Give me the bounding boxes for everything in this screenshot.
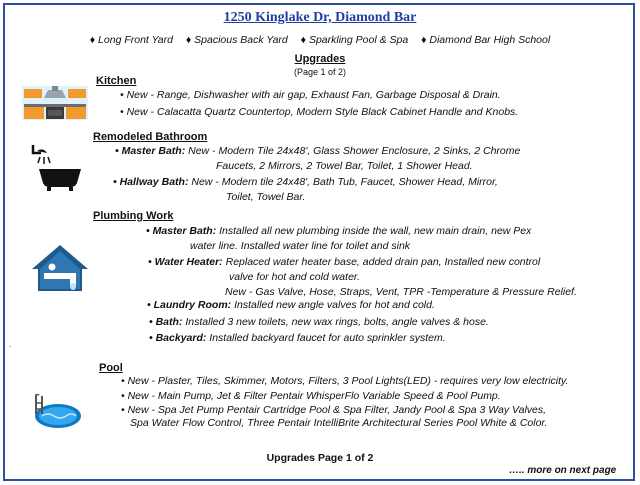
water-heater-line bbox=[148, 256, 540, 268]
upgrades-heading: Upgrades bbox=[294, 53, 346, 65]
water-heater-text: Replaced water heater base, added drain pan, Installed new control bbox=[222, 256, 541, 268]
plumbing-master-line bbox=[146, 225, 531, 237]
hallway-bath-text: New - Modern tile 24x48', Bath Tub, Faucet, Shower Head, Mirror, bbox=[188, 176, 498, 188]
water-heater-label: • Water Heater: bbox=[148, 256, 223, 268]
bathroom-heading: Remodeled Bathroom bbox=[93, 131, 208, 143]
pool-icon bbox=[30, 394, 82, 430]
kitchen-heading: Kitchen bbox=[96, 75, 137, 87]
hallway-bath-line-2: Toilet, Towel Bar. bbox=[226, 191, 306, 203]
kitchen-item: • New - Range, Dishwasher with air gap, Exhaust Fan, Garbage Disposal & Drain. bbox=[120, 89, 501, 101]
plumbing-master-text: Installed all new plumbing inside the wall, new main drain, new Pex bbox=[216, 225, 532, 237]
page-title: 1250 Kinglake Dr, Diamond Bar bbox=[223, 10, 417, 25]
master-bath-label: • Master Bath: bbox=[115, 145, 186, 157]
hallway-bath-line bbox=[113, 176, 498, 188]
pool-heading: Pool bbox=[99, 362, 123, 374]
master-bath-line bbox=[115, 145, 520, 157]
backyard-line bbox=[149, 332, 446, 344]
bath-plumbing-text: Installed 3 new toilets, new wax rings, bolts, angle valves & hose. bbox=[182, 316, 489, 328]
bath-plumbing-line bbox=[149, 316, 489, 328]
laundry-line bbox=[147, 299, 435, 311]
laundry-text: Installed new angle valves for hot and cold. bbox=[231, 299, 435, 311]
water-heater-line-2: valve for hot and cold water. bbox=[229, 271, 360, 283]
backyard-label: • Backyard: bbox=[149, 332, 207, 344]
kitchen-icon bbox=[22, 86, 88, 120]
plumbing-master-line-2: water line. Installed water line for toilet and sink bbox=[190, 240, 411, 252]
plumbing-house-icon bbox=[30, 243, 90, 293]
more-on-next-page: ….. more on next page bbox=[509, 465, 617, 476]
feature-item: ♦ Sparkling Pool & Spa bbox=[300, 34, 409, 46]
bath-plumbing-label: • Bath: bbox=[149, 316, 183, 328]
backyard-text: Installed backyard faucet for auto sprinkler system. bbox=[206, 332, 446, 344]
footer-page-label: Upgrades Page 1 of 2 bbox=[266, 452, 374, 464]
feature-item: ♦ Diamond Bar High School bbox=[421, 34, 551, 46]
feature-item: ♦ Spacious Back Yard bbox=[185, 34, 288, 46]
plumbing-master-label: • Master Bath: bbox=[146, 225, 217, 237]
plumbing-heading: Plumbing Work bbox=[93, 210, 174, 222]
feature-item: ♦ Long Front Yard bbox=[89, 34, 173, 46]
kitchen-item: • New - Calacatta Quartz Countertop, Modern Style Black Cabinet Handle and Knobs. bbox=[120, 106, 519, 118]
stray-dot: . bbox=[9, 340, 12, 349]
master-bath-line-2: Faucets, 2 Mirrors, 2 Towel Bar, Toilet, 1 Shower Head. bbox=[216, 160, 473, 172]
pool-item: • New - Main Pump, Jet & Filter Pentair WhisperFlo Variable Speed & Pool Pump. bbox=[121, 390, 501, 402]
shower-bathtub-icon bbox=[27, 143, 83, 191]
master-bath-text: New - Modern Tile 24x48', Glass Shower Enclosure, 2 Sinks, 2 Chrome bbox=[185, 145, 521, 157]
pool-item-continued: Spa Water Flow Control, Three Pentair IntelliBrite Architectural Series Pool White & Color. bbox=[130, 417, 548, 429]
water-heater-line-3: New - Gas Valve, Hose, Straps, Vent, TPR -Temperature & Pressure Relief. bbox=[225, 286, 577, 298]
feature-list bbox=[0, 34, 640, 46]
laundry-label: • Laundry Room: bbox=[147, 299, 232, 311]
pool-item: • New - Plaster, Tiles, Skimmer, Motors, Filters, 3 Pool Lights(LED) - requires very low electricity. bbox=[121, 375, 569, 387]
upgrades-page-note: (Page 1 of 2) bbox=[293, 67, 347, 77]
pool-item: • New - Spa Jet Pump Pentair Cartridge Pool & Spa Filter, Jandy Pool & Spa 3 Way Valves, bbox=[121, 404, 547, 416]
hallway-bath-label: • Hallway Bath: bbox=[113, 176, 189, 188]
